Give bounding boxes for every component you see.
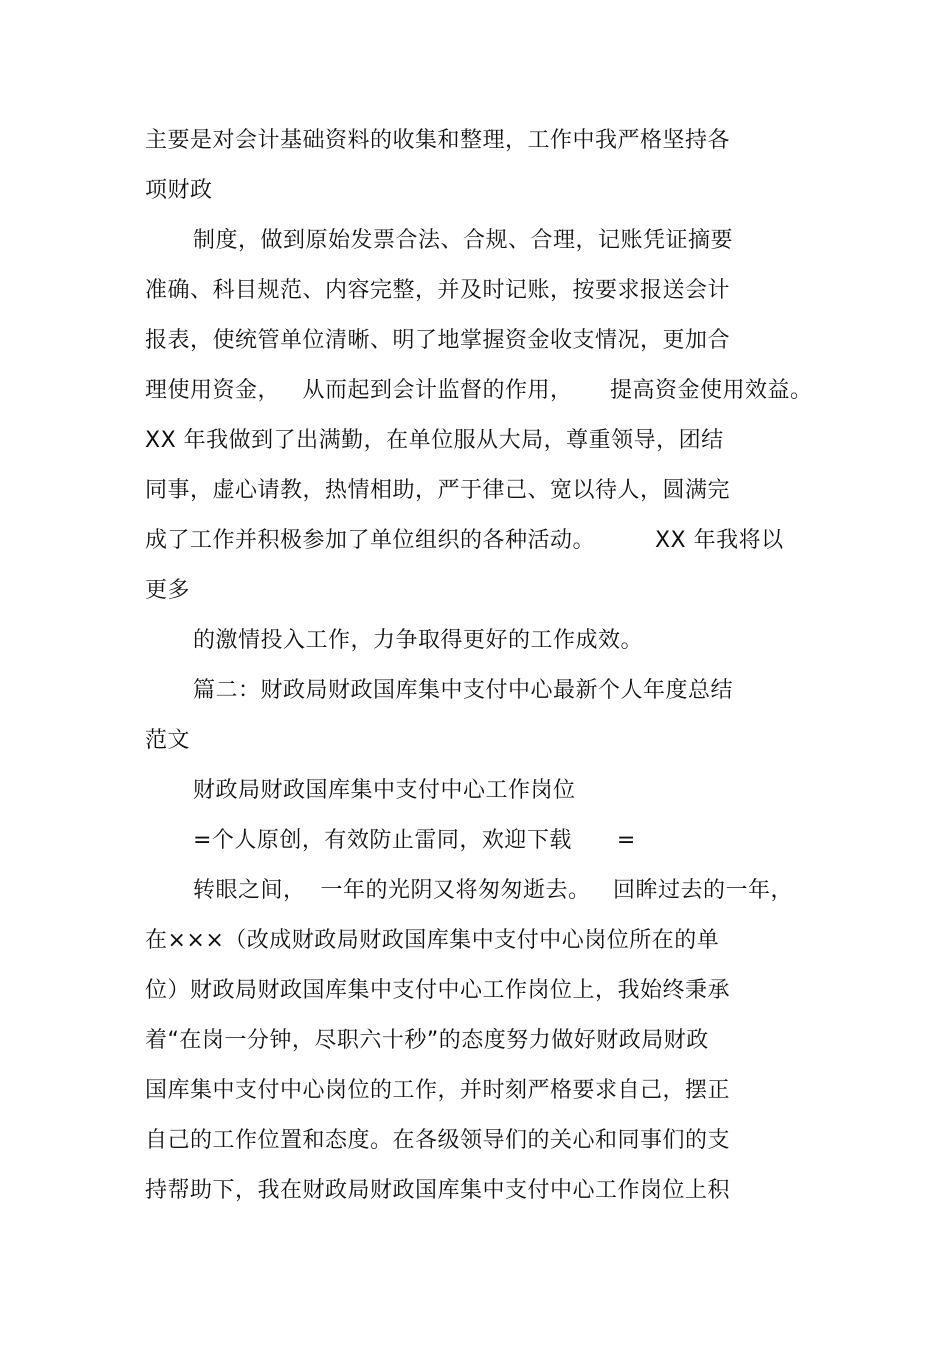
text-line: 位）财政局财政国库集中支付中心工作岗位上，我始终秉承	[145, 978, 731, 1003]
text-line: 成了工作并积极参加了单位组织的各种活动。 XX 年我将以	[145, 528, 784, 553]
text-line: 的激情投入工作，力争取得更好的工作成效。	[193, 628, 644, 653]
text-line: 准确、科目规范、内容完整，并及时记账，按要求报送会计	[145, 278, 731, 303]
text-line: 自己的工作位置和态度。在各级领导们的关心和同事们的支	[145, 1128, 731, 1153]
text-line: 国库集中支付中心岗位的工作，并时刻严格要求自己，摆正	[145, 1078, 731, 1103]
text-line: 理使用资金， 从而起到会计监督的作用， 提高资金使用效益。	[145, 378, 813, 403]
text-line: 报表，使统管单位清晰、明了地掌握资金收支情况，更加合	[145, 328, 731, 353]
text-line: 同事，虚心请教，热情相助，严于律己、宽以待人，圆满完	[145, 478, 731, 503]
section-heading: 范文	[145, 728, 191, 753]
text-line: 制度，做到原始发票合法、合规、合理，记账凭证摘要	[193, 228, 734, 253]
text-line: 转眼之间， 一年的光阴又将匆匆逝去。 回眸过去的一年，	[193, 878, 793, 903]
text-line: 着“在岗一分钟，尽职六十秒”的态度努力做好财政局财政	[145, 1028, 709, 1053]
text-line: 项财政	[145, 178, 213, 203]
text-line: 更多	[145, 578, 191, 603]
text-line: 财政局财政国库集中支付中心工作岗位	[193, 778, 576, 803]
section-heading: 篇二：财政局财政国库集中支付中心最新个人年度总结	[193, 678, 734, 703]
text-line: 在×××（改成财政局财政国库集中支付中心岗位所在的单	[145, 928, 720, 953]
text-line: 持帮助下，我在财政局财政国库集中支付中心工作岗位上积	[145, 1178, 731, 1203]
text-line: XX 年我做到了出满勤，在单位服从大局，尊重领导，团结	[145, 428, 724, 453]
text-line: 主要是对会计基础资料的收集和整理，工作中我严格坚持各	[145, 128, 731, 153]
text-line: =个人原创，有效防止雷同，欢迎下载 =	[193, 828, 636, 853]
